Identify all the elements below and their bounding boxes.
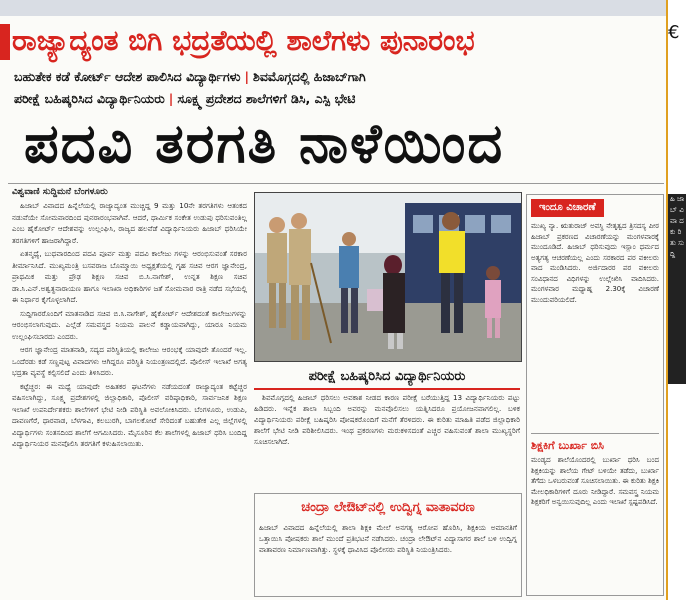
article-paragraph: ಕಟ್ಟೆಚ್ಚರ: ಈ ಮಧ್ಯೆ ಯಾವುದೇ ಅಹಿತಕರ ಘಟನೆಗಳು ನಡೆಯದಂತೆ ರಾಜ್ಯಾದ್ಯಂತ ಕಟ್ಟೆಚ್ಚರ ವಹಿಸಲಾಗಿದ್ದು, ಸೂಕ್ಷ್ಮ ಪ್ರದೇಶಗಳಲ್ಲಿ ಜಿಲ್ಲಾಧಿಕಾರಿ, ಪೊಲೀಸ್ ವರಿಷ್ಠಾಧಿಕಾರಿ, ಸಾರ್ವಜನಿಕ ಶಿಕ್ಷಣ ಇಲಾಖೆ ಉಪನಿರ್ದೇಶಕರು ಶಾಲೆಗಳಿಗೆ ಭೇಟಿ ನೀಡಿ ಪರಿಸ್ಥಿತಿ ಅವಲೋಕಿಸಿದರು. ಬೆಂಗಳೂರು, ಉಡುಪಿ, ದಾವಣಗೆರೆ, ಧಾರವಾಡ, ಬೆಳಗಾವಿ, ಕಲಬುರಗಿ, ಬಾಗಲಕೋಟೆ ಸೇರಿದಂತೆ ಬಹುತೇಕ ಎಲ್ಲ ಜಿಲ್ಲೆಗಳಲ್ಲಿ ವಿದ್ಯಾರ್ಥಿಗಳು ಸಂತಸದಿಂದ ಶಾಲೆಗೆ ಆಗಮಿಸಿದರು. ಮೈಸೂರಿನ ಕೆಲ ಶಾಲೆಗಳಲ್ಲಿ ಹಿಜಾಬ್ ಧರಿಸಿ ಬಂದಿದ್ದ ವಿದ್ಯಾರ್ಥಿನಿಯರ ಮನವೊಲಿಸಿ ತರಗತಿಗೆ ಕಳುಹಿಸಲಾಯಿತು.	[12, 381, 247, 448]
article-column-main	[12, 200, 247, 592]
sidebar-subheading: ಶಿಕ್ಷಕಿಗೆ ಬುರ್ಖಾ ಬಿಸಿ	[531, 433, 659, 454]
divider	[8, 183, 664, 184]
boxed-story	[254, 493, 522, 597]
headline-red: ರಾಜ್ಯಾದ್ಯಂತ ಬಿಗಿ ಭದ್ರತೆಯಲ್ಲಿ ಶಾಲೆಗಳು ಪುನಾರಂಭ	[12, 24, 475, 57]
subhead-part2: ಶಿವಮೊಗ್ಗದಲ್ಲಿ ಹಿಜಾಬ್‌ಗಾಗಿ	[253, 69, 366, 84]
article-paragraph: ಹಿಜಾಬ್ ವಿವಾದದ ಹಿನ್ನೆಲೆಯಲ್ಲಿ ರಾಜ್ಯಾದ್ಯಂತ ಮುಚ್ಚಿದ್ದ 9 ಮತ್ತು 10ನೇ ತರಗತಿಗಳು ಆತಂಕದ ನಡುವೆಯೇ ಸೋಮವಾರದಿಂದ ಪುನರಾರಂಭವಾಗಿವೆ. ಆದರೆ, ಧಾರ್ಮಿಕ ಸಂಕೇತ ಉಡುಪು ಧರಿಸುವಂತಿಲ್ಲ ಎಂಬ ಹೈಕೋರ್ಟ್ ಆದೇಶವನ್ನು ಉಲ್ಲಂಘಿಸಿ, ರಾಜ್ಯದ ಹಲವೆಡೆ ವಿದ್ಯಾರ್ಥಿನಿಯರು ಹಿಜಾಬ್ ಧರಿಸಿಯೇ ತರಗತಿಗಳಿಗೆ ಹಾಜರಾಗಿದ್ದಾರೆ.	[12, 201, 247, 245]
top-strip	[0, 0, 686, 16]
article-paragraph: ಶಿವಮೊಗ್ಗದಲ್ಲಿ ಹಿಜಾಬ್ ಧರಿಸಲು ಅವಕಾಶ ನೀಡದ ಕಾರಣ ಪರೀಕ್ಷೆ ಬರೆಯುತ್ತಿದ್ದ 13 ವಿದ್ಯಾರ್ಥಿನಿಯರು ಪಟ್ಟು ಹಿಡಿದರು. ಇನ್ನೆಕ ಶಾಲಾ ಸಿಬ್ಬಂದಿ ಅವರನ್ನು ಮನವೊಲಿಸಲು ಯತ್ನಿಸಿದರೂ ಪ್ರಯೋಜನವಾಗಲಿಲ್ಲ. ಬಳಿಕ ವಿದ್ಯಾರ್ಥಿನಿಯರು ಪರೀಕ್ಷೆ ಬಹಿಷ್ಕರಿಸಿ ಪೋಷಕರೊಂದಿಗೆ ಮನೆಗೆ ತೆರಳಿದರು. ಈ ಕುರಿತು ಮಾಹಿತಿ ಪಡೆದ ಜಿಲ್ಲಾಧಿಕಾರಿ ಶಾಲೆಗೆ ಭೇಟಿ ನೀಡಿ ಪರಿಶೀಲಿಸಿದರು. ಇಂಥ ಪ್ರಕರಣಗಳು ಮರುಕಳಿಸದಂತೆ ಎಚ್ಚರ ವಹಿಸುವಂತೆ ಶಾಲಾ ಮುಖ್ಯಸ್ಥರಿಗೆ ಸೂಚಿಸಲಾಗಿದೆ.	[254, 393, 520, 446]
subhead-part1: ಬಹುತೇಕ ಕಡೆ ಕೋರ್ಟ್ ಆದೇಶ ಪಾಲಿಸಿದ ವಿದ್ಯಾರ್ಥಿಗಳು	[14, 69, 241, 84]
byline-text: ವಿಶ್ವವಾಣಿ ಸುದ್ದಿಮನೆ ಬೆಂಗಳೂರು	[12, 187, 108, 197]
article-paragraph: ಆರಗ ಜ್ಞಾನೇಂದ್ರ ಮಾತನಾಡಿ, ಸದ್ಯದ ಪರಿಸ್ಥಿತಿಯಲ್ಲಿ ಕಾಲೇಜು ಆರಂಭಕ್ಕೆ ಯಾವುದೇ ತೊಂದರೆ ಇಲ್ಲ. ಒಂದೆರಡು ಕಡೆ ಸಣ್ಣಪುಟ್ಟ ವಿವಾದಗಳು ಆಗಿದ್ದರೂ ಪರಿಸ್ಥಿತಿ ನಿಯಂತ್ರಣದಲ್ಲಿದೆ. ಪೊಲೀಸ್ ಇಲಾಖೆ ಅಗತ್ಯ ಭದ್ರತಾ ವ್ಯವಸ್ಥೆ ಕಲ್ಪಿಸಲಿದೆ ಎಂದು ತಿಳಿಸಿದರು.	[12, 345, 247, 377]
news-photo	[254, 192, 522, 362]
boxed-story-title: ಚಂದ್ರಾ ಲೇಔಟ್‌ನಲ್ಲಿ ಉದ್ವಿಗ್ನ ವಾತಾವರಣ	[301, 500, 475, 515]
photo-caption: ಪರೀಕ್ಷೆ ಬಹಿಷ್ಕರಿಸಿದ ವಿದ್ಯಾರ್ಥಿನಿಯರು	[254, 366, 520, 390]
edge-text-strip: ಹಿ ಜಾ ಬ್ ವಿ ವಾ ದ ಕು ರಿ ತು ಸು ದ್ದಿ	[668, 194, 686, 384]
sidebar-heading: ಇಂದೂ ವಿಚಾರಣೆ	[531, 199, 604, 217]
article-paragraph: ಏತನ್ಮಧ್ಯೆ, ಬುಧವಾರದಿಂದ ಪದವಿ ಪೂರ್ವ ಮತ್ತು ಪದವಿ ಕಾಲೇಜು ಗಳನ್ನು ಆರಂಭಿಸುವಂತೆ ಸರಕಾರ ತೀರ್ಮಾನಿಸಿದೆ. ಮುಖ್ಯಮಂತ್ರಿ ಬಸವರಾಜ ಬೊಮ್ಮಾಯಿ ಅಧ್ಯಕ್ಷತೆಯಲ್ಲಿ ಗೃಹ ಸಚಿವ ಆರಗ ಜ್ಞಾನೇಂದ್ರ, ಪ್ರಾಥಮಿಕ ಮತ್ತು ಪ್ರೌಢ ಶಿಕ್ಷಣ ಸಚಿವ ಬಿ.ಸಿ.ನಾಗೇಶ್, ಉನ್ನತ ಶಿಕ್ಷಣ ಸಚಿವ ಡಾ.ಸಿ.ಎನ್.ಅಶ್ವತ್ಥನಾರಾಯಣ ಹಾಗೂ ಇಲಾಖಾ ಅಧಿಕಾರಿಗಳ ಜತೆ ಸೋಮವಾರ ರಾತ್ರಿ ನಡೆದ ಸಭೆಯಲ್ಲಿ ಈ ನಿರ್ಧಾರ ಕೈಗೊಳ್ಳಲಾಗಿದೆ.	[12, 249, 247, 304]
main-headline: ಪದವಿ ತರಗತಿ ನಾಳೆಯಿಂದ	[24, 112, 505, 175]
sidebar-body-2: ಮಂಡ್ಯದ ಶಾಲೆಯೊಂದರಲ್ಲಿ ಬುರ್ಖಾ ಧರಿಸಿ ಬಂದ ಶಿಕ್ಷಕಿಯನ್ನು ಶಾಲೆಯ ಗೇಟ್ ಬಳಿಯೇ ತಡೆದು, ಬುರ್ಖಾ ತೆಗೆದು ಒಳಬರುವಂತೆ ಸೂಚಿಸಲಾಯಿತು. ಈ ಕುರಿತು ಶಿಕ್ಷಕಿ ಮೇಲಧಿಕಾರಿಗಳಿಗೆ ದೂರು ನೀಡಿದ್ದಾರೆ. ಸಮವಸ್ತ್ರ ನಿಯಮ ಶಿಕ್ಷಕರಿಗೆ ಅನ್ವಯಿಸುವುದಿಲ್ಲ ಎಂದು ಇಲಾಖೆ ಸ್ಪಷ್ಟಪಡಿಸಿದೆ.	[531, 456, 659, 506]
subheadline: ಬಹುತೇಕ ಕಡೆ ಕೋರ್ಟ್ ಆದೇಶ ಪಾಲಿಸಿದ ವಿದ್ಯಾರ್ಥಿಗಳು | ಶಿವಮೊಗ್ಗದಲ್ಲಿ ಹಿಜಾಬ್‌ಗಾಗಿ ಪರೀಕ್ಷೆ ಬಹಿಷ್ಕರಿಸಿದ ವಿದ್ಯಾರ್ಥಿನಿಯರು | ಸೂಕ್ಷ್ಮ ಪ್ರದೇಶದ ಶಾಲೆಗಳಿಗೆ ಡಿಸಿ, ಎಸ್ಪಿ ಭೇಟಿ	[14, 69, 366, 106]
sidebar-body: ಮುಖ್ಯ ನ್ಯಾ. ಋತುರಾಜ್ ಅವಸ್ಥಿ ನೇತೃತ್ವದ ತ್ರಿಸದಸ್ಯ ಪೀಠ ಹಿಜಾಬ್ ಪ್ರಕರಣದ ವಿಚಾರಣೆಯನ್ನು ಮಂಗಳವಾರಕ್ಕೆ ಮುಂದೂಡಿದೆ. ಹಿಜಾಬ್ ಧರಿಸುವುದು ಇಸ್ಲಾಂ ಧರ್ಮದ ಅತ್ಯಗತ್ಯ ಆಚರಣೆಯಲ್ಲ ಎಂದು ಸರಕಾರದ ಪರ ವಕೀಲರು ವಾದ ಮಂಡಿಸಿದರು. ಅರ್ಜಿದಾರರ ಪರ ವಕೀಲರು ಸಂವಿಧಾನದ ವಿಧಿಗಳನ್ನು ಉಲ್ಲೇಖಿಸಿ ವಾದಿಸಿದರು. ಮಂಗಳವಾರ ಮಧ್ಯಾಹ್ನ 2.30ಕ್ಕೆ ವಿಚಾರಣೆ ಮುಂದುವರಿಯಲಿದೆ.	[531, 222, 659, 304]
article-column-secondary	[254, 392, 520, 488]
red-accent-bar	[0, 24, 10, 60]
byline	[12, 186, 247, 198]
sidebar-column	[526, 194, 664, 596]
boxed-story-body: ಹಿಜಾಬ್ ವಿವಾದದ ಹಿನ್ನೆಲೆಯಲ್ಲಿ ಶಾಲಾ ಶಿಕ್ಷಕಿ ಮೇಲೆ ಅನಗತ್ಯ ಆರೋಪ ಹೊರಿಸಿ, ಶಿಕ್ಷಕಿಯ ಅಮಾನತಿಗೆ ಒತ್ತಾಯಿಸಿ ಪೋಷಕರು ಶಾಲೆ ಮುಂದೆ ಪ್ರತಿಭಟನೆ ನಡೆಸಿದರು. ಚಂದ್ರಾ ಲೇಔಟ್‌ನ ವಿದ್ಯಾಸಾಗರ ಶಾಲೆ ಬಳಿ ಉದ್ವಿಗ್ನ ವಾತಾವರಣ ನಿರ್ಮಾಣವಾಗಿತ್ತು. ಸ್ಥಳಕ್ಕೆ ಧಾವಿಸಿದ ಪೊಲೀಸರು ಪರಿಸ್ಥಿತಿ ನಿಯಂತ್ರಿಸಿದರು.	[259, 523, 517, 554]
photo-illustration	[255, 193, 521, 361]
article-paragraph: ಸುದ್ದಿಗಾರರೊಂದಿಗೆ ಮಾತನಾಡಿದ ಸಚಿವ ಬಿ.ಸಿ.ನಾಗೇಶ್, ಹೈಕೋರ್ಟ್ ಆದೇಶದಂತೆ ಕಾಲೇಜುಗಳನ್ನು ಆರಂಭಿಸಲಾಗುವುದು. ಎಲ್ಲೆಡೆ ಸಮವಸ್ತ್ರದ ನಿಯಮ ಪಾಲನೆ ಕಡ್ಡಾಯವಾಗಿದ್ದು, ಯಾರೂ ನಿಯಮ ಉಲ್ಲಂಘಿಸಬಾರದು ಎಂದರು.	[12, 308, 247, 341]
subhead-part3: ಪರೀಕ್ಷೆ ಬಹಿಷ್ಕರಿಸಿದ ವಿದ್ಯಾರ್ಥಿನಿಯರು	[14, 91, 165, 106]
subhead-part4: ಸೂಕ್ಷ್ಮ ಪ್ರದೇಶದ ಶಾಲೆಗಳಿಗೆ ಡಿಸಿ, ಎಸ್ಪಿ ಭೇಟಿ	[177, 91, 356, 106]
edge-glyph: €	[668, 22, 680, 43]
